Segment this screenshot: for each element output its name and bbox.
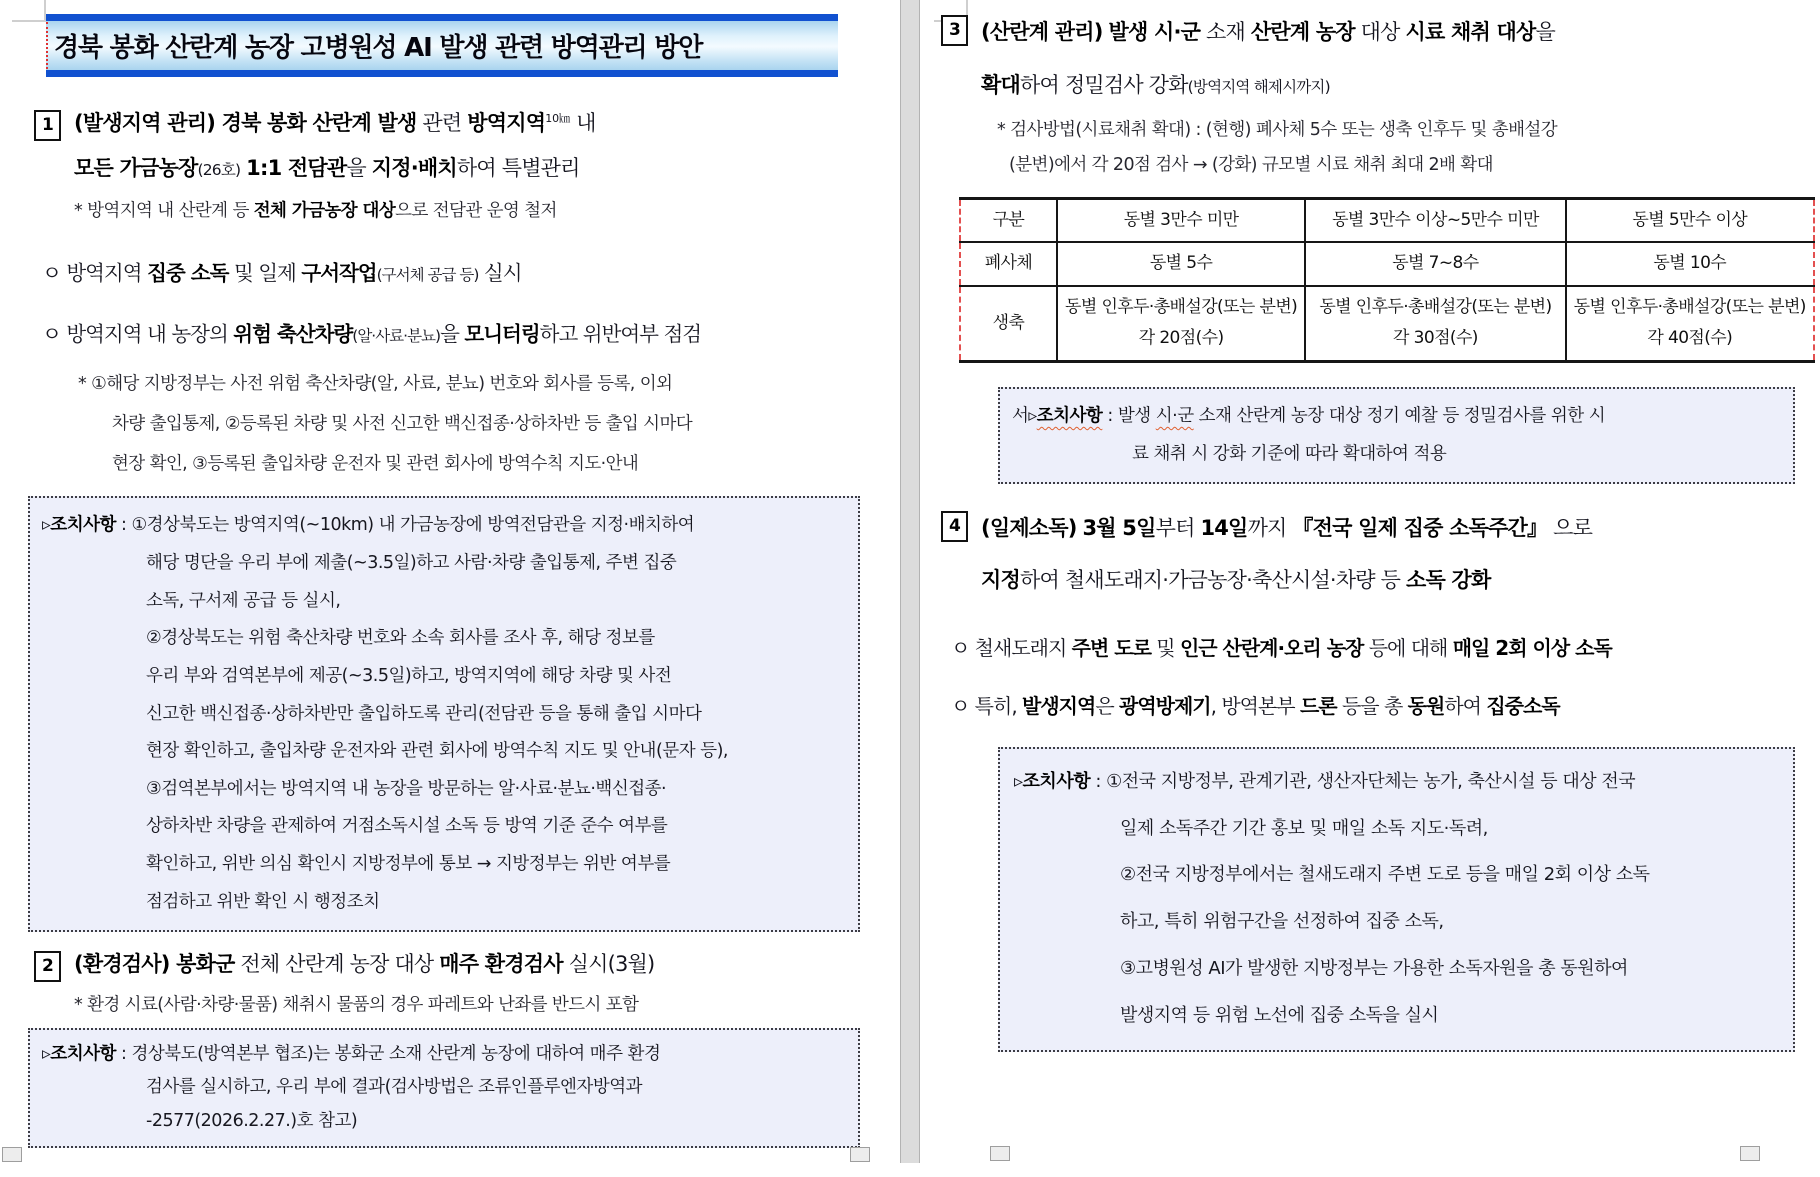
text-run: 『전국 일제 집중 소독주간』	[1292, 515, 1548, 540]
text-run: ②전국 지방정부에서는 철새도래지 주변 도로 등을 매일 2회 이상 소독	[1120, 864, 1650, 886]
table-cell: 생축	[960, 286, 1057, 361]
table-cell: 동별 인후두·총배설강(또는 분변) 각 20점(수)	[1057, 286, 1305, 361]
section-3-text	[981, 6, 1815, 111]
table-row	[960, 286, 1814, 361]
text-run: 료 채취 시 강화 기준에 따라 확대하여 적용	[1132, 444, 1447, 465]
text-run: ③검역본부에서는 방역지역 내 농장을 방문하는 알·사료·분뇨·백신접종·	[146, 778, 667, 799]
text-run: 으로 전담관 운영 철저	[395, 201, 557, 222]
section-number-badge: 2	[34, 951, 61, 982]
text-run: 모니터링	[464, 321, 540, 346]
text-run: 경북 봉화 산란계 발생	[221, 111, 417, 135]
box-line	[146, 696, 848, 734]
bullet-item	[42, 256, 892, 291]
text-run: ㅇ 철새도래지	[951, 635, 1072, 660]
text-run: (방역지역 해제시까지)	[1187, 77, 1330, 96]
text-run: 주변 도로	[1071, 635, 1151, 660]
text-run: : ①경상북도는 방역지역(~10km) 내 가금농장에 방역전담관을 지정·배치하여	[115, 515, 695, 536]
text-run: 을	[1535, 20, 1555, 44]
heading-line	[981, 59, 1815, 112]
text-run: (일제소독)	[981, 515, 1077, 540]
text-run: 발생지역 등 위험 노선에 집중 소독을 실시	[1120, 1004, 1439, 1026]
text-run: 검사를 실시하고, 우리 부에 결과(검사방법은 조류인플루엔자방역과	[146, 1077, 643, 1098]
section-3-heading	[941, 6, 1815, 111]
text-run: 하여 특별관리	[456, 156, 580, 181]
box-line	[1120, 806, 1783, 853]
text-run: 조치사항	[1036, 405, 1103, 426]
text-run: 인근 산란계·오리 농장	[1179, 635, 1364, 660]
text-run: (환경검사) 봉화군	[74, 952, 235, 977]
note-line	[78, 364, 892, 404]
text-run: 해당 명단을 우리 부에 제출(~3.5일)하고 사람·차량 출입통제, 주변 집중	[146, 553, 677, 574]
text-run: 서	[1012, 405, 1029, 426]
text-run: 은	[1095, 693, 1120, 718]
text-run: (구서체 공급 등)	[376, 266, 479, 285]
box-line	[146, 583, 848, 621]
section-number-badge: 4	[941, 511, 968, 542]
sampling-criteria-table	[959, 197, 1815, 363]
box-line	[146, 846, 848, 884]
text-run: 조치사항	[50, 1044, 116, 1065]
text-run: (26호)	[197, 161, 241, 180]
text-run: ㅇ 특히,	[951, 693, 1023, 718]
box-line	[1120, 993, 1783, 1040]
section-1-heading	[34, 101, 892, 191]
action-items-box-3	[998, 387, 1795, 484]
text-run: 구서작업	[301, 261, 377, 286]
text-run: 부터	[1155, 515, 1201, 540]
text-run: : 경상북도(방역본부 협조)는 봉화군 소재 산란계 농장에 대하여 매주 환경	[115, 1044, 661, 1065]
page-handle-guide	[2, 1147, 22, 1162]
text-run: 전체 산란계 농장 대상	[234, 952, 440, 977]
text-run: 발생 시·군	[1108, 20, 1201, 44]
table-header-row	[960, 199, 1814, 243]
table-cell: 동별 7~8수	[1305, 242, 1565, 285]
heading-line	[981, 554, 1815, 607]
text-run: 시료 채취 대상	[1405, 20, 1536, 44]
note-line	[112, 404, 892, 444]
star-note	[74, 193, 892, 230]
text-run: 14일	[1200, 515, 1248, 540]
text-run: 실시(3월)	[562, 952, 655, 977]
text-run: 내	[570, 111, 596, 135]
text-run: 지정	[981, 568, 1021, 593]
text-run: ㅇ 방역지역 내 농장의	[42, 321, 234, 346]
page-gap-divider	[900, 0, 920, 1163]
text-run: * 검사방법(시료채취 확대) : (현행) 폐사체 5수 또는 생축 인후두 및 총배설강	[997, 120, 1558, 140]
heading-line	[74, 146, 892, 191]
text-run: 현장 확인, ③등록된 출입차량 운전자 및 관련 회사에 방역수칙 지도·안내	[112, 454, 639, 475]
bullet-item	[951, 689, 1815, 723]
text-run: 집중 소독	[147, 261, 229, 286]
box-line	[42, 507, 848, 545]
text-run: ▹	[42, 1044, 51, 1065]
table-header-cell: 동별 5만수 이상	[1566, 199, 1814, 243]
text-run: (발생지역 관리)	[74, 111, 222, 135]
text-run: 위험 축산차량	[233, 321, 353, 346]
text-run: 광역방제기	[1119, 693, 1211, 718]
text-run: 산란계 농장	[1250, 20, 1355, 44]
section-2-heading	[34, 942, 892, 987]
note-line	[997, 113, 1815, 148]
text-run: 조치사항	[50, 515, 116, 536]
text-run: 점검하고 위반 확인 시 행정조치	[146, 891, 380, 912]
text-run: 하여	[1444, 693, 1487, 718]
text-run: 대상	[1354, 20, 1406, 44]
text-run: 우리 부와 검역본부에 제공(~3.5일)하고, 방역지역에 해당 차량 및 사전	[146, 665, 672, 686]
box-line	[146, 545, 848, 583]
text-run: (분변)에서 각 20점 검사 → (강화) 규모별 시료 채취 최대 2배 확대	[1009, 155, 1493, 175]
text-run: , 방역본부	[1210, 693, 1300, 718]
section-4-text	[981, 502, 1815, 607]
section-number-badge: 3	[941, 15, 968, 46]
text-run: 10㎞	[545, 112, 571, 125]
heading-line	[74, 942, 892, 987]
section-2-text	[74, 942, 892, 987]
table-cell: 동별 인후두·총배설강(또는 분변) 각 40점(수)	[1566, 286, 1814, 361]
text-run: 방역지역	[467, 111, 546, 135]
box-line	[146, 1105, 848, 1138]
table-cell: 동별 인후두·총배설강(또는 분변) 각 30점(수)	[1305, 286, 1565, 361]
text-run: 매주 환경검사	[439, 952, 563, 977]
text-run: 드론	[1299, 693, 1337, 718]
document-page-right[interactable]	[920, 0, 1820, 1163]
text-run: 소재	[1200, 20, 1251, 44]
bullet-item	[951, 631, 1815, 665]
text-run: 관련	[416, 111, 468, 135]
box-line	[1014, 759, 1783, 806]
box-line	[146, 884, 848, 922]
table-header-cell: 동별 3만수 이상~5만수 미만	[1305, 199, 1565, 243]
text-run: ▹	[1014, 770, 1023, 792]
bullet-item	[42, 317, 892, 352]
text-run: : 발생	[1102, 405, 1156, 426]
text-run: * 환경 시료(사람·차량·물품) 채취시 물품의 경우 파레트와 난좌를 반드시 포함	[74, 995, 639, 1016]
table-cell: 폐사체	[960, 242, 1057, 285]
star-note-multiline	[78, 364, 892, 485]
text-run: 소독, 구서제 공급 등 실시,	[146, 590, 341, 611]
section-4-heading	[941, 502, 1815, 607]
page-handle-guide	[990, 1146, 1010, 1161]
heading-line	[981, 6, 1815, 59]
text-run: 동원	[1407, 693, 1445, 718]
document-title-banner: 경북 봉화 산란계 농장 고병원성 AI 발생 관련 방역관리 방안	[46, 14, 838, 77]
text-run: 1:1 전담관	[246, 156, 347, 181]
text-run: 하고, 특히 위험구간을 선정하여 집중 소독,	[1120, 911, 1444, 933]
text-run: 3월 5일	[1082, 515, 1156, 540]
text-run: -2577(2026.2.27.)호 참고)	[146, 1110, 358, 1131]
text-run: 확대	[981, 72, 1021, 97]
text-run: 지정·배치	[371, 156, 457, 181]
box-line	[1132, 435, 1783, 474]
text-run: 까지	[1247, 515, 1293, 540]
box-line	[146, 808, 848, 846]
text-run: 차량 출입통제, ②등록된 차량 및 사전 신고한 백신접종·상하차반 등 출입 시마다	[112, 413, 693, 434]
text-run: 일제 소독주간 기간 홍보 및 매일 소독 지도·독려,	[1120, 817, 1488, 839]
text-run: 및	[1150, 635, 1180, 660]
box-line	[1120, 946, 1783, 993]
star-note	[74, 987, 892, 1024]
text-run: 상하차반 차량을 관제하여 거점소독시설 소독 등 방역 기준 준수 여부를	[146, 816, 668, 837]
note-line	[112, 444, 892, 484]
section-1-text	[74, 101, 892, 191]
star-note-multiline	[997, 113, 1815, 183]
text-run: ③고병원성 AI가 발생한 지방정부는 가용한 소독자원을 총 동원하여	[1120, 957, 1628, 979]
box-line	[146, 733, 848, 771]
section-number-badge: 1	[34, 110, 61, 141]
box-line	[1120, 899, 1783, 946]
text-run: 등에 대해	[1363, 635, 1453, 660]
action-items-box-4	[998, 747, 1795, 1052]
text-run: 발생지역	[1022, 693, 1096, 718]
table-row	[960, 242, 1814, 285]
text-run: 하여 철새도래지·가금농장·축산시설·차량 등	[1020, 568, 1407, 593]
text-run: ㅇ 방역지역	[42, 261, 148, 286]
box-line	[146, 1071, 848, 1104]
text-run: ▹	[42, 515, 51, 536]
action-items-box-1	[28, 496, 860, 932]
box-line	[1120, 852, 1783, 899]
page-handle-guide	[850, 1147, 870, 1162]
table-cell: 동별 10수	[1566, 242, 1814, 285]
text-run: 매일 2회 이상 소독	[1452, 635, 1612, 660]
heading-line	[981, 502, 1815, 555]
text-run: (산란계 관리)	[981, 20, 1103, 44]
box-line	[146, 771, 848, 809]
text-run: : ①전국 지방정부, 관계기관, 생산자단체는 농가, 축산시설 등 대상 전국	[1090, 770, 1636, 792]
text-run: 확인하고, 위반 의심 확인시 지방정부에 통보 → 지방정부는 위반 여부를	[146, 854, 671, 875]
text-run: 하고 위반여부 점검	[539, 321, 702, 346]
text-run: 및 일제	[228, 261, 302, 286]
heading-line	[74, 101, 892, 146]
text-run: (알·사료·분뇨)	[352, 326, 441, 345]
text-run: 신고한 백신접종·상하차반만 출입하도록 관리(전담관 등을 통해 출입 시마다	[146, 703, 702, 724]
text-run: 실시	[478, 261, 522, 286]
box-line	[146, 620, 848, 658]
text-run: 모든 가금농장	[74, 156, 198, 181]
text-run: 현장 확인하고, 출입차량 운전자와 관련 회사에 방역수칙 지도 및 안내(문자 등),	[146, 741, 728, 762]
note-line	[1009, 148, 1815, 183]
box-line	[146, 658, 848, 696]
text-run: 을	[346, 156, 372, 181]
text-run: 등을 총	[1336, 693, 1408, 718]
page-handle-guide	[1740, 1146, 1760, 1161]
text-run: ▹	[1028, 405, 1037, 426]
table-header-cell: 동별 3만수 미만	[1057, 199, 1305, 243]
text-run: 집중소독	[1486, 693, 1560, 718]
text-run: 소재 산란계 농장 대상 정기 예찰 등 정밀검사를 위한 시	[1193, 405, 1606, 426]
text-run: 하여 정밀검사 강화	[1020, 72, 1188, 97]
box-line	[1012, 397, 1783, 436]
table-header-cell: 구분	[960, 199, 1057, 243]
text-run: 시·군	[1155, 405, 1194, 426]
text-run: 소독 강화	[1406, 568, 1491, 593]
text-run: 을	[440, 321, 465, 346]
text-run: * 방역지역 내 산란계 등	[74, 201, 254, 222]
document-page-left[interactable]	[0, 0, 900, 1163]
table-cell: 동별 5수	[1057, 242, 1305, 285]
text-run: * ①해당 지방정부는 사전 위험 축산차량(알, 사료, 분뇨) 번호와 회사를 등록, 이외	[78, 373, 673, 394]
text-run: 조치사항	[1022, 770, 1091, 792]
text-run: 으로	[1547, 515, 1593, 540]
box-line	[42, 1038, 848, 1071]
text-run: ②경상북도는 위험 축산차량 번호와 소속 회사를 조사 후, 해당 정보를	[146, 628, 655, 649]
text-run: 전체 가금농장 대상	[253, 201, 396, 222]
action-items-box-2	[28, 1028, 860, 1148]
